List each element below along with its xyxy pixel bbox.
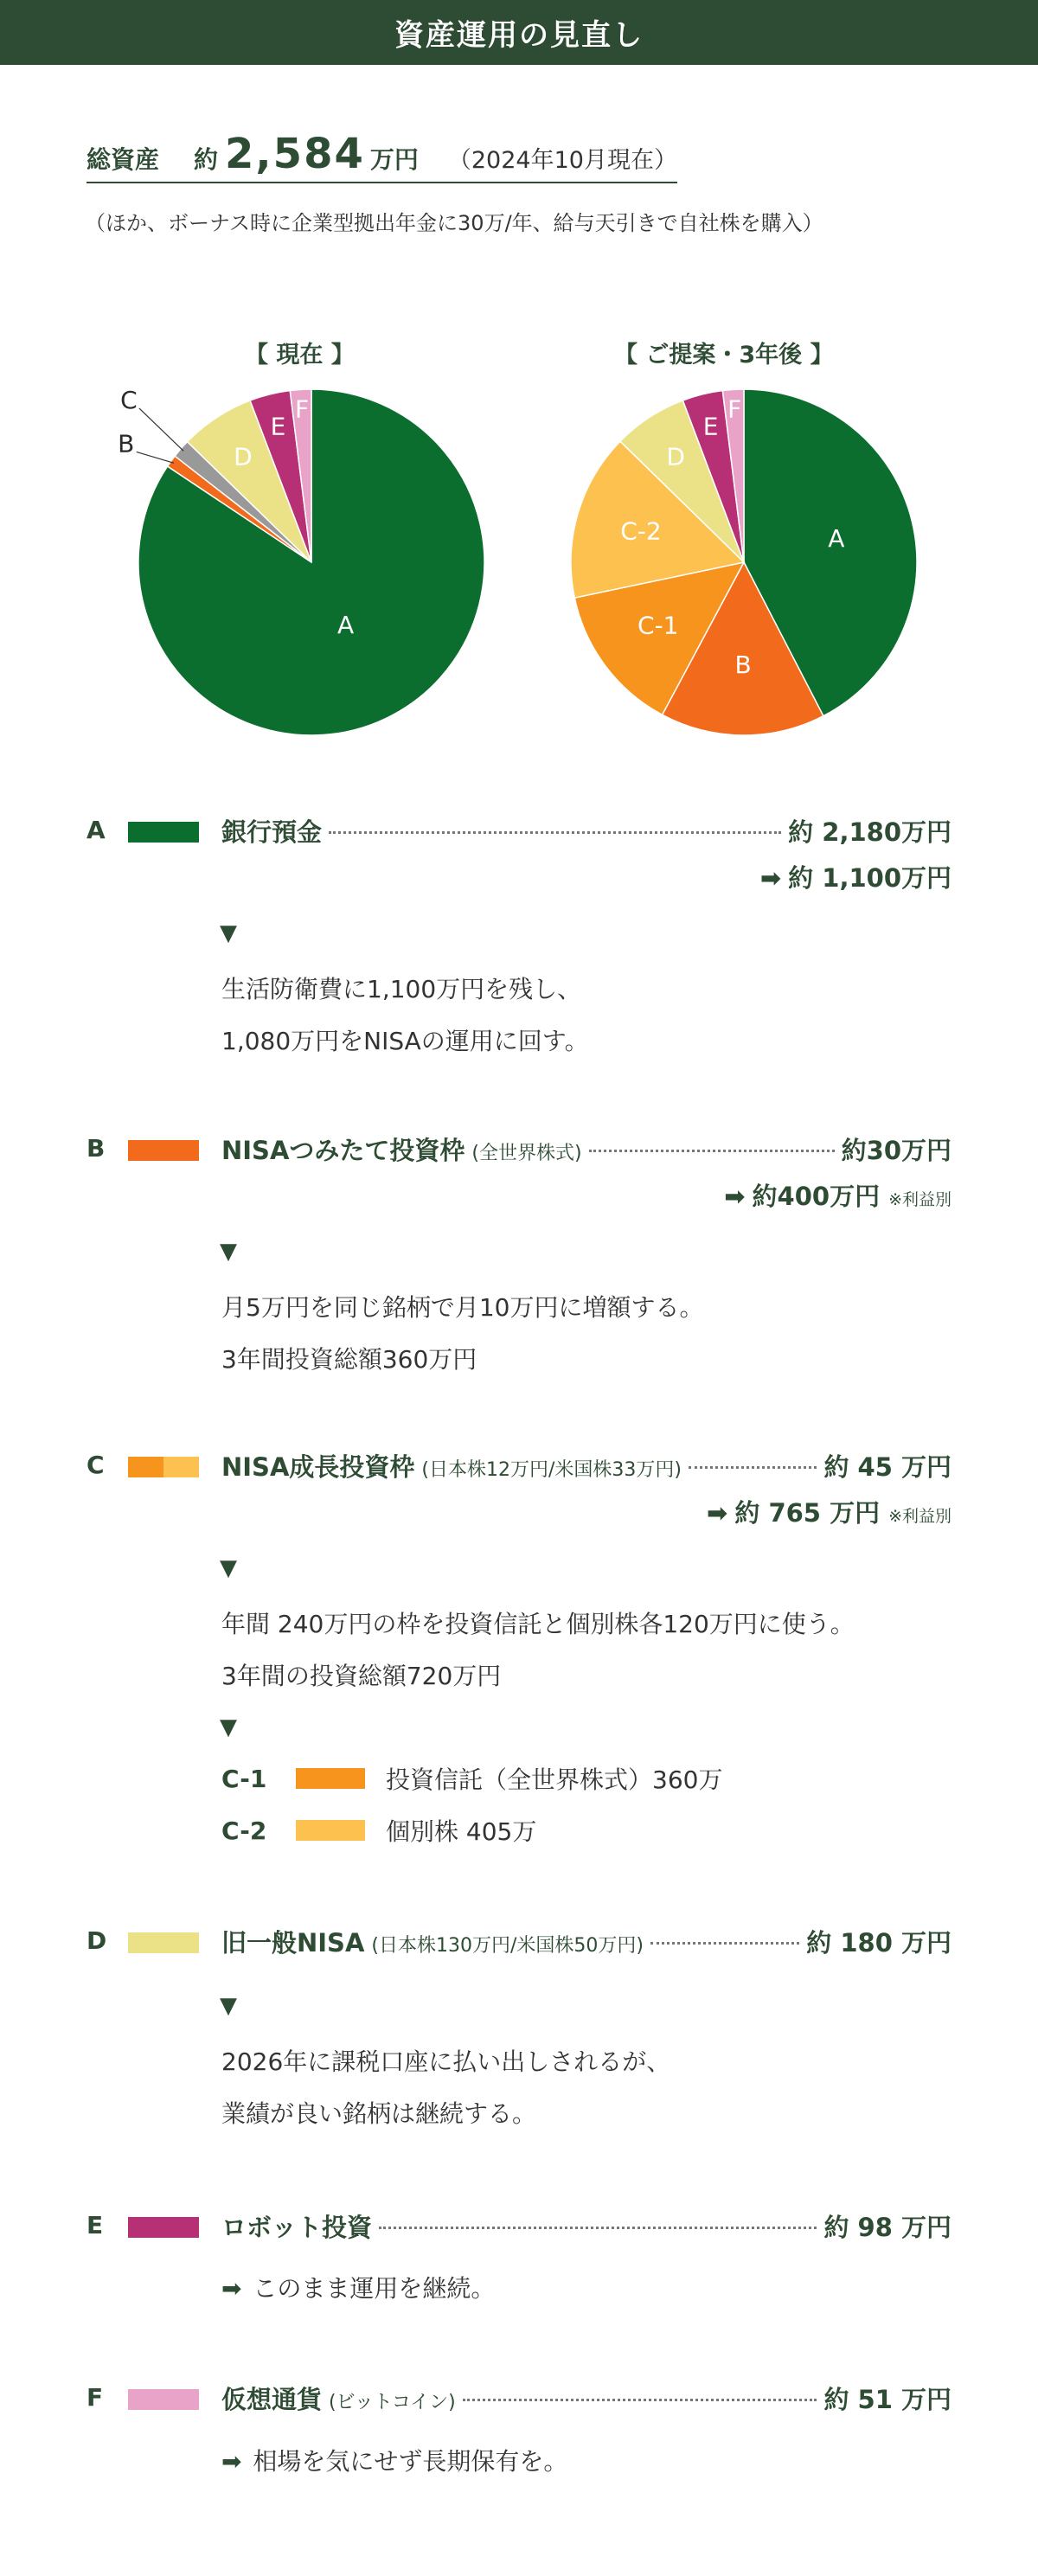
pie-label-e: E [270,412,286,441]
total-assets [86,130,677,183]
item-b-after [724,1177,952,1213]
arrow-right-icon: ➡ [707,1498,728,1528]
leader-dots [650,1942,799,1945]
pie-chart-current [118,381,502,753]
item-f-swatch [128,2389,199,2410]
triangle-down-icon: ▼ [220,1993,237,2019]
pie-leader-line [137,452,174,463]
pie-label-f: F [295,394,310,424]
item-c1-row [221,1761,722,1796]
item-d-swatch [128,1932,199,1953]
item-d-letter: D [86,1926,107,1955]
pie-label-f: F [727,394,742,424]
swatch-c1 [128,1457,163,1477]
item-a-desc-line-1: 生活防衛費に1,100万円を残し、 [221,975,582,1003]
item-e-note [221,2270,495,2304]
item-c-value: 約 45 万円 [823,1452,952,1482]
item-c-name: NISA成長投資枠 [221,1452,415,1482]
pie-label-c-1: C-1 [638,611,679,640]
item-c2-text: 個別株 405万 [386,1817,537,1846]
item-c-swatch [128,1457,199,1477]
item-f-line [221,2381,952,2416]
total-date: （2024年10月現在） [447,147,677,174]
item-e-name: ロボット投資 [221,2213,373,2242]
pie-chart-proposal [554,381,934,753]
pie-label-a: A [337,611,355,640]
item-f-note [221,2443,567,2477]
pie-label-b: B [118,429,135,458]
item-c-sub: (日本株12万円/米国株33万円) [421,1459,682,1481]
pie-label-b: B [734,650,752,679]
total-amount: 2,584 [225,130,365,178]
leader-dots [379,2227,817,2229]
item-d-value: 約 180 万円 [806,1928,952,1958]
item-c2-row [221,1813,536,1848]
item-b-line [221,1131,952,1167]
pie-current-title: 【 現在 】 [245,342,355,368]
item-b-desc-line-1: 月5万円を同じ銘柄で月10万円に増額する。 [221,1293,704,1322]
item-d-desc-line-2: 業績が良い銘柄は継続する。 [221,2099,537,2128]
item-b-letter: B [86,1134,106,1163]
item-c-after [707,1494,952,1529]
total-prefix: 約 [194,145,219,174]
item-f-name: 仮想通貨 [221,2385,323,2414]
triangle-down-icon: ▼ [220,1555,237,1581]
item-b-after-note: ※利益別 [888,1190,952,1209]
item-b-swatch [128,1140,199,1161]
pie-label-e: E [702,412,719,441]
arrow-right-icon: ➡ [221,2274,242,2303]
pie-label-d: D [666,442,685,471]
arrow-right-icon: ➡ [724,1182,746,1211]
leader-dots [589,1150,835,1152]
item-e-line [221,2208,952,2244]
swatch-c2 [163,1457,199,1477]
item-d-desc-line-1: 2026年に課税口座に払い出しされるが、 [221,2047,671,2076]
item-c1-swatch [296,1768,365,1789]
item-c-desc [221,1599,855,1702]
arrow-right-icon: ➡ [759,863,782,893]
item-c1-text: 投資信託（全世界株式）360万 [386,1765,723,1794]
item-d-line [221,1924,952,1959]
item-a-line [221,813,952,849]
leader-dots [689,1466,817,1469]
triangle-down-icon: ▼ [220,920,237,946]
pie-label-c: C [120,385,138,414]
item-a-name: 銀行預金 [221,817,323,847]
pie-label-d: D [234,442,253,471]
page-header [0,0,1038,65]
item-c-after-note: ※利益別 [888,1507,952,1526]
item-a-letter: A [86,816,106,844]
item-c-line [221,1448,952,1483]
item-c2-swatch [296,1820,365,1841]
item-f-note-text: 相場を気にせず長期保有を。 [253,2447,568,2476]
item-f-letter: F [86,2383,104,2412]
pie-leader-line [139,408,183,451]
item-c-desc-line-1: 年間 240万円の枠を投資信託と個別株各120万円に使う。 [221,1610,855,1638]
triangle-down-icon: ▼ [220,1239,237,1265]
item-e-note-text: このまま運用を継続。 [253,2274,496,2303]
item-a-after [760,859,952,894]
pie-proposal-title: 【 ご提案・3年後 】 [614,342,834,368]
item-a-desc-line-2: 1,080万円をNISAの運用に回す。 [221,1027,589,1055]
item-d-desc [221,2036,670,2140]
total-label: 総資産 [86,145,160,174]
item-f-value: 約 51 万円 [823,2385,952,2414]
total-unit: 万円 [369,145,419,174]
item-b-sub: (全世界株式) [471,1143,582,1164]
pie-label-a: A [828,524,845,554]
page-title: 資産運用の見直し [394,18,644,53]
item-c2-code: C-2 [221,1816,267,1845]
item-a-desc [221,964,589,1067]
item-a-value: 約 2,180万円 [788,817,952,847]
item-e-letter: E [86,2211,104,2240]
triangle-down-icon: ▼ [220,1714,237,1740]
item-c-desc-line-2: 3年間の投資総額720万円 [221,1662,502,1690]
item-c1-code: C-1 [221,1764,267,1793]
arrow-right-icon: ➡ [221,2447,242,2476]
item-a-swatch [128,822,199,843]
item-d-name: 旧一般NISA [221,1928,365,1958]
item-b-desc-line-2: 3年間投資総額360万円 [221,1345,477,1374]
leader-dots [329,831,781,834]
total-note: （ほか、ボーナス時に企業型拠出年金に30万/年、給与天引きで自社株を購入） [85,211,823,235]
item-e-value: 約 98 万円 [823,2213,952,2242]
item-b-desc [221,1282,703,1386]
item-e-swatch [128,2217,199,2238]
item-b-value: 約30万円 [841,1136,952,1165]
item-c-after-value: 約 765 万円 [734,1498,881,1528]
item-f-sub: (ビットコイン) [329,2392,456,2413]
item-a-after-value: 約 1,100万円 [788,863,952,893]
item-d-sub: (日本株130万円/米国株50万円) [371,1935,644,1957]
leader-dots [463,2399,817,2401]
item-c-letter: C [86,1451,105,1479]
pie-label-c-2: C-2 [620,516,662,546]
item-b-after-value: 約400万円 [752,1182,881,1211]
item-b-name: NISAつみたて投資枠 [221,1136,465,1165]
